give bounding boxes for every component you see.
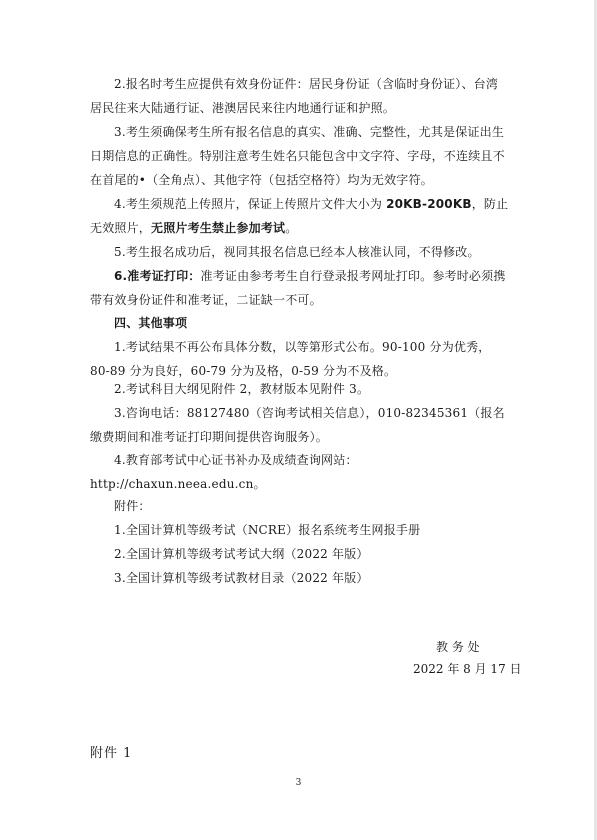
item-6-admission-ticket <box>90 264 510 312</box>
item-4-text-mid: ，防止无效照片， <box>90 197 509 235</box>
attachments-label: 附件： <box>114 499 151 513</box>
next-attachment-title: 附件 1 <box>90 746 133 761</box>
section-4-item-4-website: 4.教育部考试中心证书补办及成绩查询网站：http://chaxun.neea.edu.cn。 <box>90 453 358 491</box>
item-4-size-range: 20KB-200KB <box>386 197 472 211</box>
attachment-item: 2.全国计算机等级考试考试大纲（2022 年版） <box>114 547 369 561</box>
section-4-heading: 四、其他事项 <box>114 316 188 330</box>
item-5-no-modification: 5.考生报名成功后，视同其报名信息已经本人核准认同，不得修改。 <box>114 245 480 259</box>
item-4-text-start: 4.考生须规范上传照片，保证上传照片文件大小为 <box>114 197 387 211</box>
attachment-item: 3.全国计算机等级考试教材目录（2022 年版） <box>114 571 369 585</box>
signature-office: 教 务 处 <box>436 640 480 654</box>
item-4-photo-upload <box>90 192 510 240</box>
item-4-warning: 无照片考生禁止参加考试 <box>151 221 286 235</box>
item-6-text: 准考证由参考考生自行登录报考网址打印。参考时必须携带有效身份证件和准考证，二证缺一不可。 <box>90 269 506 307</box>
attachment-item: 1.全国计算机等级考试（NCRE）报名系统考生网报手册 <box>114 523 421 537</box>
section-4-item-2-syllabus: 2.考试科目大纲见附件 2，教材版本见附件 3。 <box>114 382 370 396</box>
item-6-label: 6.准考证打印： <box>114 269 201 283</box>
item-2-id-documents: 2.报名时考生应提供有效身份证件：居民身份证（含临时身份证）、台湾居民往来大陆通行证、港澳居民来往内地通行证和护照。 <box>90 77 499 115</box>
section-4-item-3-phone: 3.咨询电话：88127480（咨询考试相关信息），010-82345361（报名缴费期间和准考证打印期间提供咨询服务）。 <box>90 406 505 444</box>
item-4-text-end: 。 <box>285 221 298 235</box>
section-4-item-1-grades: 1.考试结果不再公布具体分数，以等第形式公布。90-100 分为优秀，80-89 分为良好，60-79 分为及格，0-59 分为不及格。 <box>90 340 491 378</box>
item-3-info-accuracy: 3.考生须确保考生所有报名信息的真实、准确、完整性，尤其是保证出生日期信息的正确性。特别注意考生姓名只能包含中文字符、字母，不连续且不在首尾的•（全角点）、其他字符（包括空格符）均为无效字符。 <box>90 125 505 187</box>
page-number: 3 <box>295 778 302 788</box>
signature-date: 2022 年 8 月 17 日 <box>413 662 522 676</box>
